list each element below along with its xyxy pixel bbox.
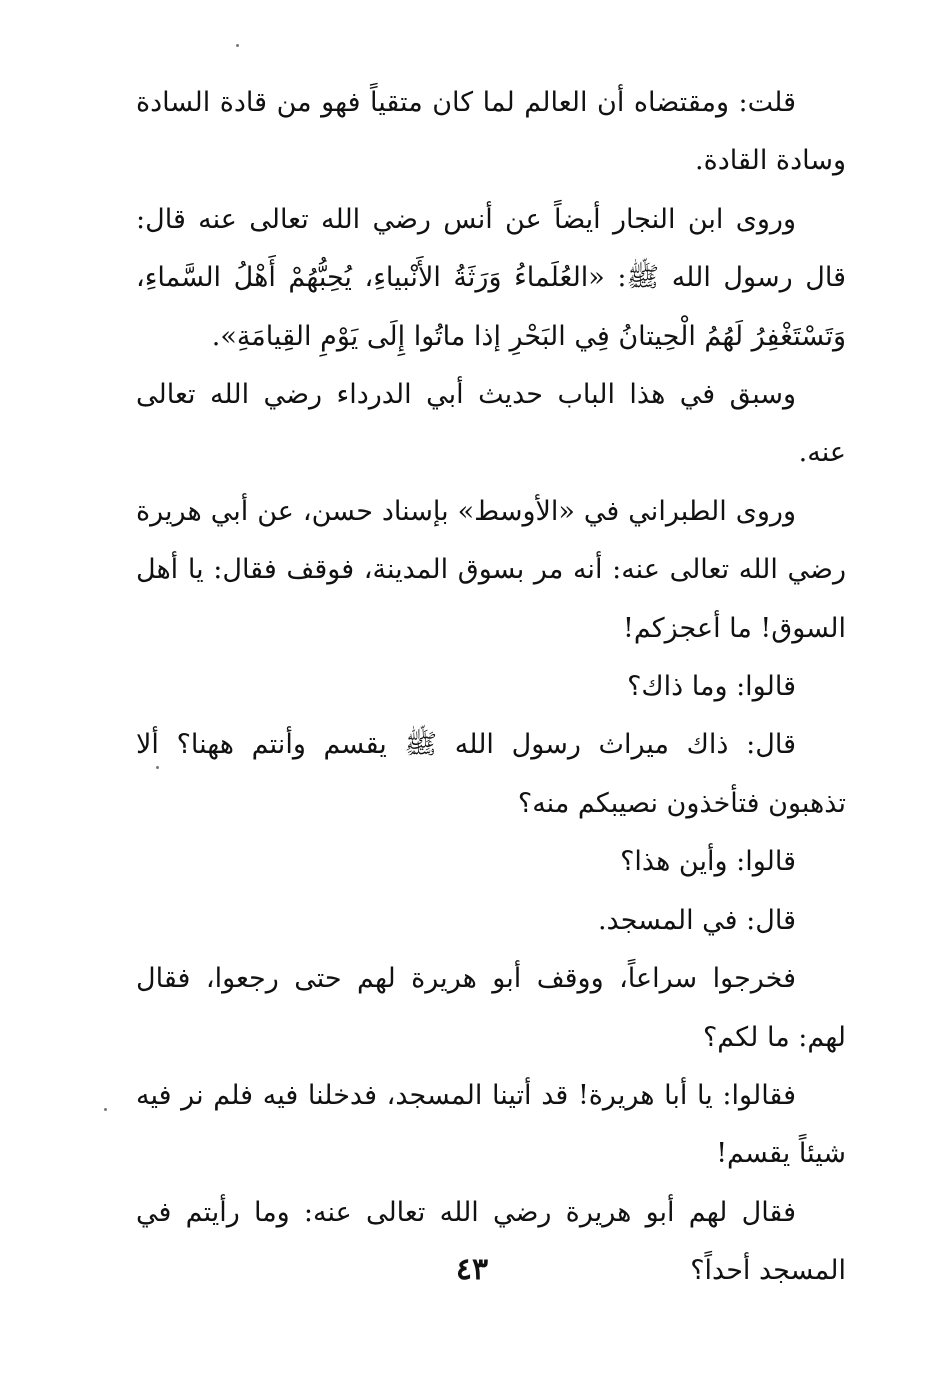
scan-speck [156,766,159,769]
paragraph: وسبق في هذا الباب حديث أبي الدرداء رضي الله تعالى عنه. [136,379,846,469]
paragraph: وروى الطبراني في «الأوسط» بإسناد حسن، عن أبي هريرة رضي الله تعالى عنه: أنه مر بسوق المدينة، فوقف فقال: يا أهل السوق! ما أعجزكم! [136,495,847,644]
paragraph: قلت: ومقتضاه أن العالم لما كان متقياً فهو من قادة السادة وسادة القادة. [136,87,846,177]
scan-speck [104,1108,107,1111]
scan-speck [236,44,239,47]
paragraph: وروى ابن النجار أيضاً عن أنس رضي الله تعالى عنه قال: قال رسول الله ﷺ: «العُلَماءُ وَرَثَةُ الأَنْبياءِ، يُحِبُّهُمْ أَهْلُ السَّماءِ، وَتَسْتَغْفِرُ لَهُمُ الْحِيتانُ فِي البَحْرِ إذا ماتُوا إِلَى يَوْمِ القِيامَةِ». [136,203,846,352]
paragraph: فقالوا: يا أبا هريرة! قد أتينا المسجد، فدخلنا فيه فلم نر فيه شيئاً يقسم! [136,1079,846,1170]
paragraph: قالوا: وما ذاك؟ [627,671,796,703]
paragraph: قال: في المسجد. [597,904,796,936]
paragraph: فقال لهم أبو هريرة رضي الله تعالى عنه: وما رأيتم في المسجد أحداً؟ [136,1196,846,1287]
paragraph: قالوا: وأين هذا؟ [620,846,796,878]
paragraph: قال: ذاك ميراث رسول الله ﷺ يقسم وأنتم ههنا؟ ألا تذهبون فتأخذون نصيبكم منه؟ [136,729,846,819]
page-number: ٤٣ [455,1252,489,1287]
body-text [136,74,846,1301]
paragraph: فخرجوا سراعاً، ووقف أبو هريرة لهم حتى رجعوا، فقال لهم: ما لكم؟ [136,963,846,1053]
